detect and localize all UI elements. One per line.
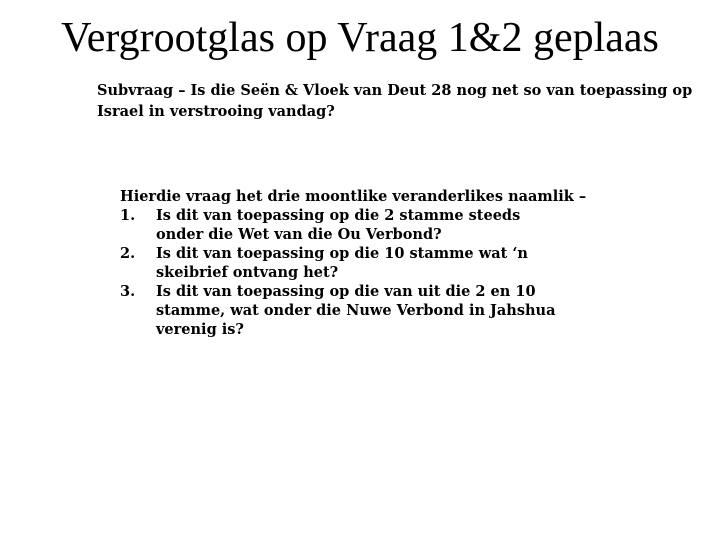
option-number: 1. xyxy=(120,207,136,224)
option-text: Is dit van toepassing op die 10 stamme wat ‘n skeibrief ontvang het? xyxy=(156,245,528,281)
option-item-1 xyxy=(120,206,680,244)
intro-text: Hierdie vraag het drie moontlike veranderlikes naamlik – xyxy=(120,188,587,205)
option-number: 2. xyxy=(120,245,136,262)
option-number: 3. xyxy=(120,283,136,300)
options-list xyxy=(120,206,680,339)
slide-title: Vergrootglas op Vraag 1&2 geplaas xyxy=(61,15,659,61)
option-text: Is dit van toepassing op die van uit die 2 en 10 stamme, wat onder die Nuwe Verbond in Jahshua verenig is? xyxy=(156,283,556,338)
body-text-block xyxy=(120,187,680,339)
option-item-2 xyxy=(120,244,680,282)
option-item-3 xyxy=(120,282,680,339)
subquestion-text: Subvraag – Is die Seën & Vloek van Deut 28 nog net so van toepassing op Israel in verstrooing vandag? xyxy=(97,82,693,120)
option-text: Is dit van toepassing op die 2 stamme steeds onder die Wet van die Ou Verbond? xyxy=(156,207,521,243)
